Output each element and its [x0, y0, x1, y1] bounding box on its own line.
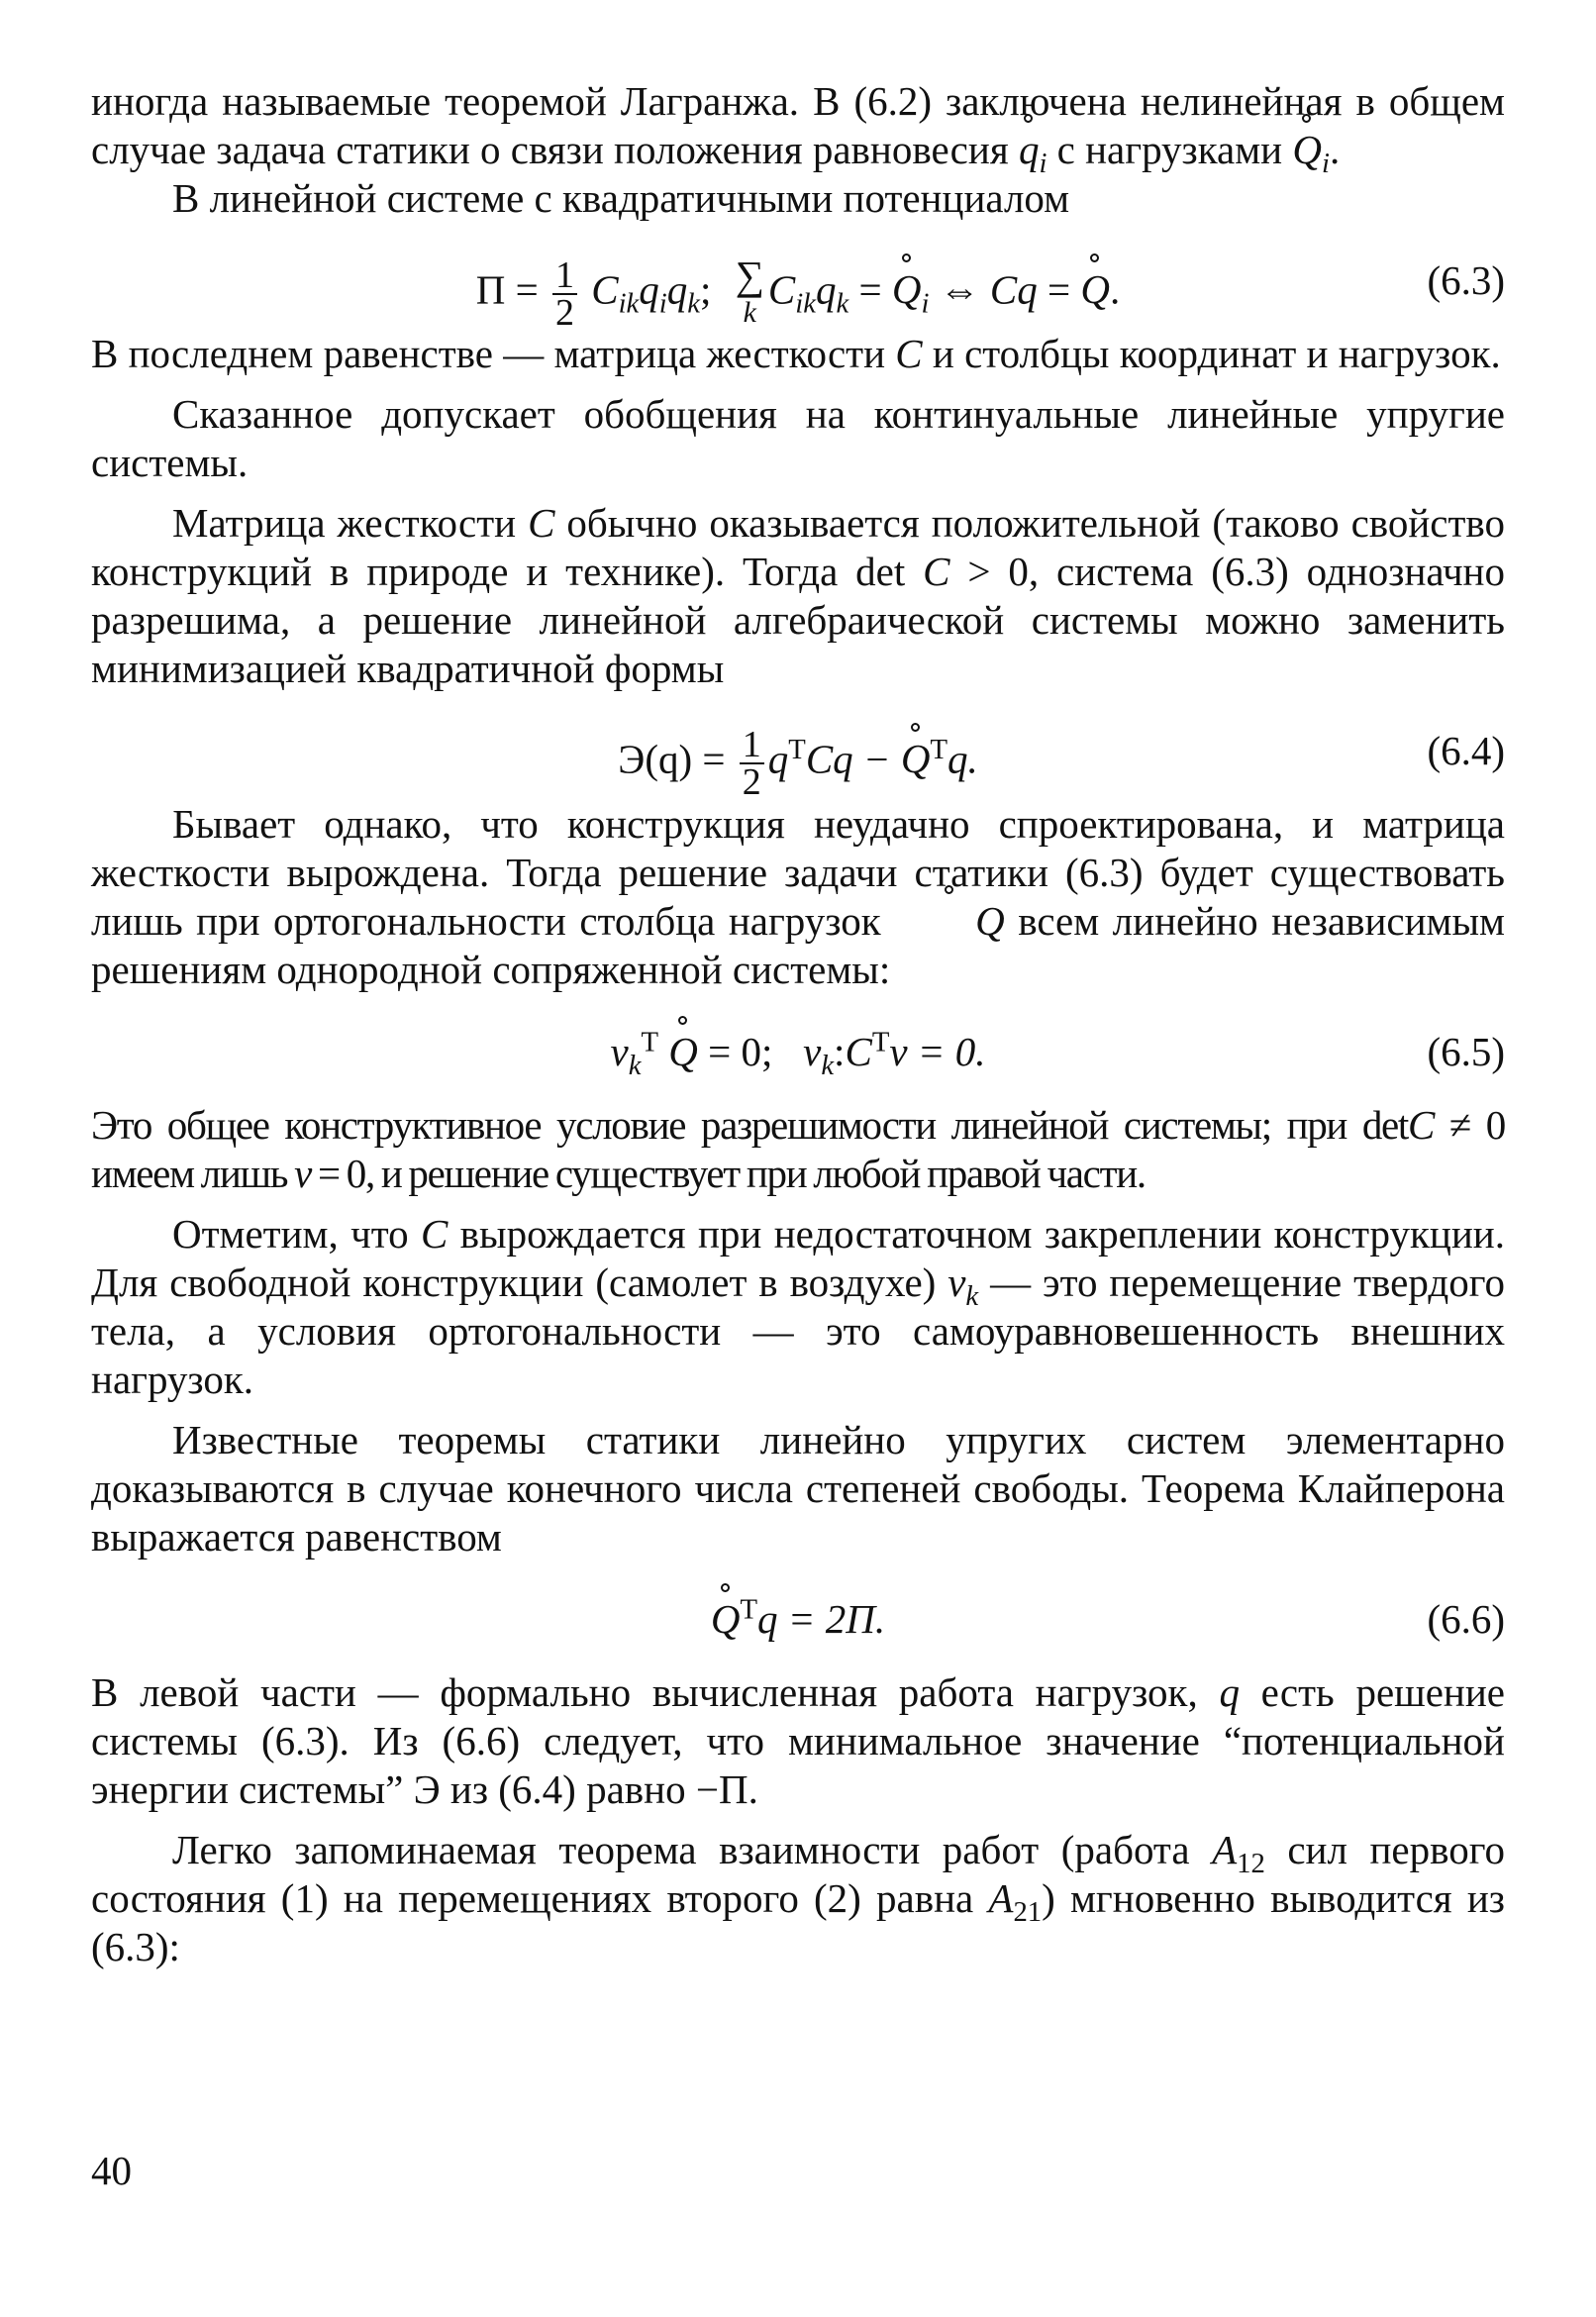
equation-body: Э(q) = $\frac{1}{2}$ $q^TCq - Q^Tq$.: [618, 724, 978, 803]
symbol: Q: [1292, 127, 1322, 172]
equation-number: (6.4): [1427, 728, 1505, 773]
text: В линейной системе с квадратичными потенциалом: [172, 175, 1070, 221]
text: с нагрузками: [1047, 127, 1293, 172]
paragraph-1: иногда называемые теоремой Лагранжа. В (6.2) заключена нелинейная в общем случае задача статики о связи положения равновесия $q_i$ с нагрузками $Q_i$.: [91, 78, 1505, 180]
symbol: q: [1018, 127, 1040, 172]
paragraph-3: В последнем равенстве — матрица жесткости C и столбцы координат и нагрузок.: [91, 331, 1501, 376]
paragraph-5: Матрица жесткости C обычно оказывается положительной (таково свойство конструкций в природе и технике). Тогда det C > 0, система (6.3) однозначно разрешима, а решение линейной алгебраической системы можно заменить минимизацией квадратичной формы: [91, 500, 1506, 691]
paragraph-6: Бывает однако, что конструкция неудачно спроектирована, и матрица жесткости вырождена. Тогда решение задачи статики (6.3) будет существовать лишь при ортогональности столбца нагрузок Q всем линейно независимым решениям однородной сопряженной системы:: [91, 801, 1505, 992]
text: иногда называемые теоремой Лагранжа. В (6.2) заключена нелинейная в общем случае задача статики о связи положения равновесия: [91, 78, 1505, 172]
fraction: $\frac{1}{2}$: [740, 727, 764, 800]
equation-6-3: [91, 233, 1505, 334]
equation-6-6: [91, 1571, 1505, 1664]
paragraph-9: Известные теоремы статики линейно упругих систем элементарно доказываются в случае конечного числа степеней свободы. Теорема Клайперона выражается равенством: [91, 1417, 1505, 1560]
summation: ∑ k: [735, 252, 764, 329]
paragraph-11: Легко запоминаемая теорема взаимности работ (работа $A_{12}$ сил первого состояния (1) на перемещениях второго (2) равна $A_{21}$) мгновенно выводится из (6.3):: [91, 1827, 1505, 1969]
paragraph-2: [91, 174, 1505, 223]
paragraph-8: Отметим, что C вырождается при недостаточном закреплении конструкции. Для свободной конструкции (самолет в воздухе) $v_k$ — это перемещение твердого тела, а условия ортогональности — это самоуравновешенность внешних нагрузок.: [91, 1211, 1505, 1402]
equation-body: П = $\frac{1}{2}$ $C_{ik}q_iq_k$; ∑ k $C_{ik}q_k = Q_i$ ⇔ Cq = Q.: [475, 252, 1121, 334]
equation-number: (6.5): [1427, 1029, 1505, 1074]
equation-6-5: [91, 1004, 1505, 1097]
paragraph-10: В левой части — формально вычисленная работа нагрузок, q есть решение системы (6.3). Из (6.6) следует, что минимальное значение “потенциальной энергии системы” Э из (6.4) равно −П.: [91, 1669, 1505, 1812]
fraction: $\frac{1}{2}$: [552, 257, 577, 331]
equation-body: $v_k^T$ Q = 0; $v_k:C^Tv = 0$.: [610, 1026, 986, 1082]
equation-body: $Q^Tq = 2П$.: [710, 1593, 886, 1642]
equation-number: (6.3): [1427, 257, 1505, 303]
paragraph-4: Сказанное допускает обобщения на континуальные линейные упругие системы.: [91, 391, 1505, 485]
paragraph-7: Это общее конструктивное условие разрешимости линейной системы; при detC ≠ 0 имеем лишь v = 0, и решение существует при любой правой части.: [91, 1102, 1505, 1196]
page-number: 40: [91, 2148, 132, 2193]
equation-6-4: [91, 703, 1505, 803]
equation-number: (6.6): [1427, 1596, 1505, 1642]
